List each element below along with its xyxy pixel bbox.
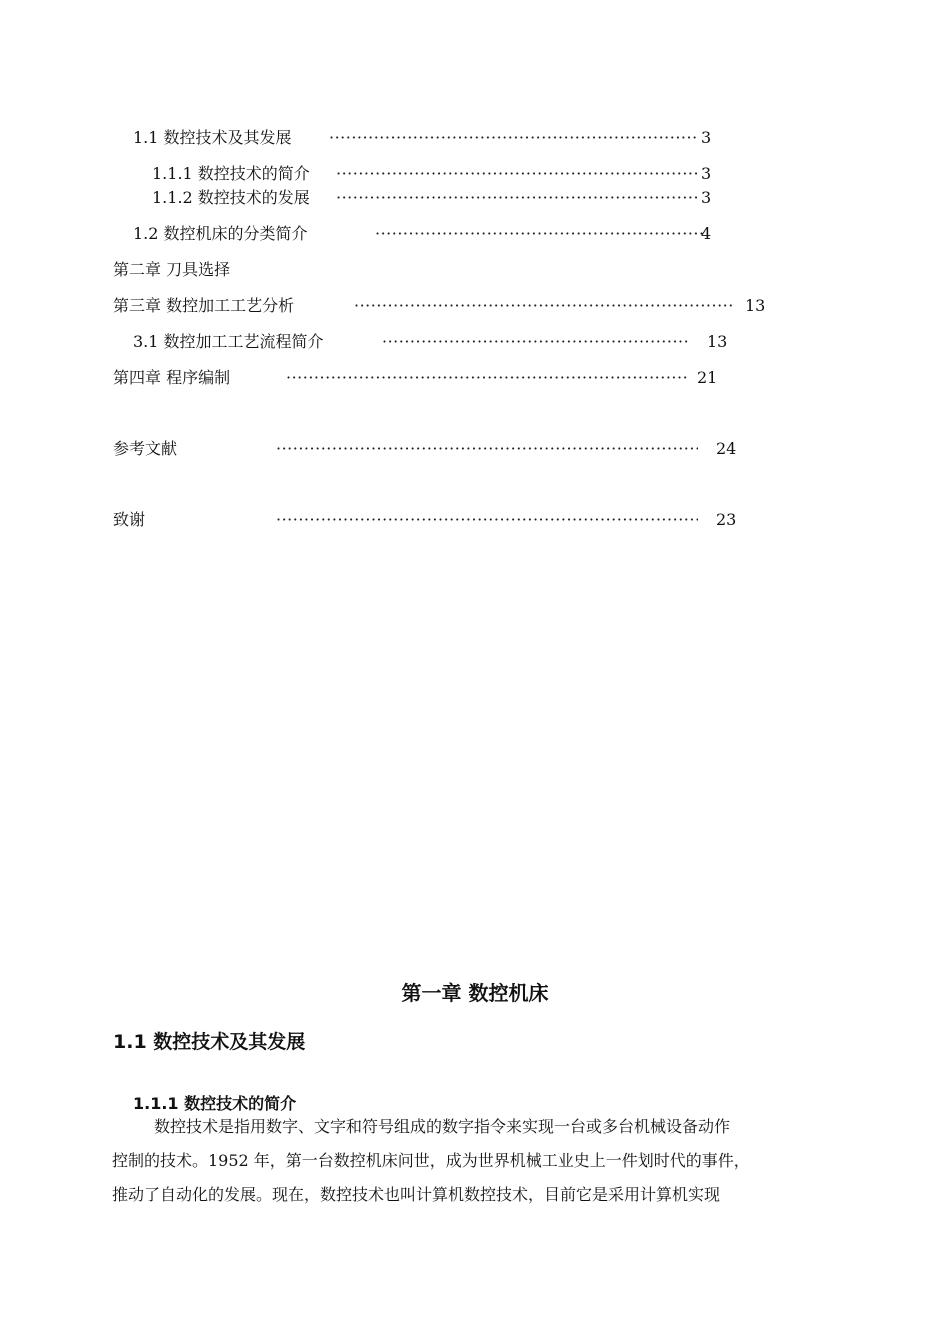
toc-entry-label: 致谢 [113, 510, 146, 529]
paragraph-line: 数控技术是指用数字、文字和符号组成的数字指令来实现一台或多台机械设备动作 [154, 1117, 731, 1136]
toc-entry[interactable] [113, 294, 773, 318]
toc-entry[interactable] [152, 186, 712, 210]
toc-entry-label: 参考文献 [113, 439, 178, 458]
toc-entry[interactable] [113, 366, 733, 390]
toc-leader-dots [336, 186, 700, 210]
toc-entry-page: 3 [701, 128, 712, 147]
toc-entry[interactable] [113, 508, 753, 532]
toc-entry-label: 第四章 程序编制 [113, 368, 231, 387]
toc-leader-dots [329, 126, 699, 150]
paragraph-line: 控制的技术。1952 年，第一台数控机床问世，成为世界机械工业史上一件划时代的事件， [112, 1151, 750, 1170]
toc-entry-label: 1.1 数控技术及其发展 [133, 128, 292, 147]
subsection-heading: 1.1.1 数控技术的简介 [133, 1094, 297, 1113]
toc-entry[interactable] [133, 330, 753, 354]
toc-entry[interactable] [133, 126, 713, 150]
toc-entry-page: 13 [745, 296, 766, 315]
toc-leader-dots [354, 294, 735, 318]
toc-leader-dots [276, 508, 698, 532]
section-heading: 1.1 数控技术及其发展 [113, 1031, 306, 1053]
toc-leader-dots [382, 330, 688, 354]
chapter-title: 第一章 数控机床 [401, 981, 549, 1005]
toc-entry-label: 1.1.1 数控技术的简介 [152, 164, 310, 183]
toc-entry-page: 3 [701, 164, 712, 183]
toc-entry-label: 1.2 数控机床的分类简介 [133, 224, 308, 243]
toc-entry-page: 24 [716, 439, 737, 458]
toc-entry-label: 第二章 刀具选择 [113, 260, 231, 279]
toc-entry-page: 3 [701, 188, 712, 207]
toc-leader-dots [375, 222, 703, 246]
paragraph-line: 推动了自动化的发展。现在，数控技术也叫计算机数控技术，目前它是采用计算机实现 [112, 1185, 721, 1204]
toc-leader-dots [286, 366, 688, 390]
toc-entry-label: 3.1 数控加工工艺流程简介 [133, 332, 324, 351]
toc-leader-dots [336, 162, 700, 186]
toc-entry-page: 4 [701, 224, 712, 243]
toc-entry[interactable] [113, 437, 753, 461]
toc-entry-page: 13 [707, 332, 728, 351]
toc-entry-page: 21 [697, 368, 718, 387]
body-paragraph [112, 1110, 860, 1212]
toc-entry[interactable] [133, 222, 723, 246]
toc-entry[interactable] [152, 162, 712, 186]
toc-entry-label: 第三章 数控加工工艺分析 [113, 296, 295, 315]
toc-entry-label: 1.1.2 数控技术的发展 [152, 188, 310, 207]
toc-entry[interactable] [113, 258, 413, 282]
toc-entry-page: 23 [716, 510, 737, 529]
toc-leader-dots [276, 437, 698, 461]
